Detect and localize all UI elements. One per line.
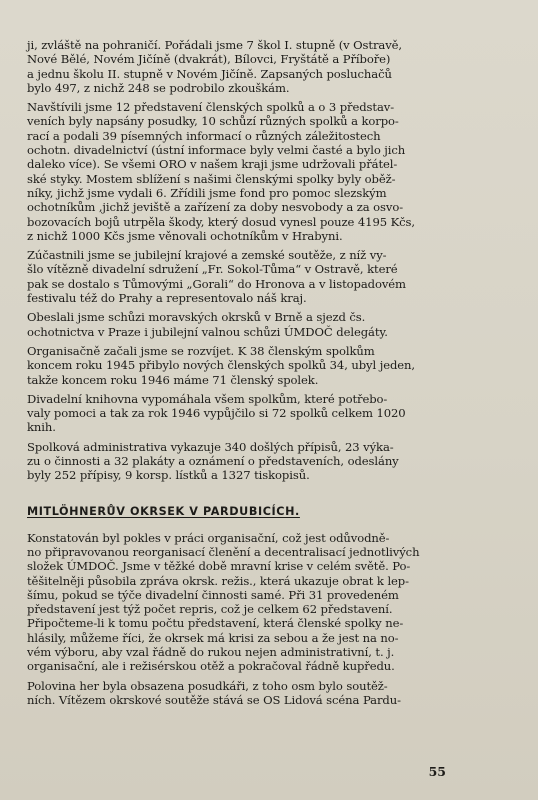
text-line: ji, zvláště na pohraničí. Pořádali jsme 7 škol I. stupně (v Ostravě,	[27, 38, 403, 52]
text-line: bylo 497, z nichž 248 se podrobilo zkouškám.	[27, 80, 290, 95]
text-line: představení jest týž počet repris, což je celkem 62 představení.	[27, 602, 393, 617]
paragraph	[27, 38, 508, 95]
paragraph	[27, 100, 508, 243]
text-line: níky, jichž jsme vydali 6. Zřídili jsme fond pro pomoc slezským	[27, 185, 387, 200]
text-line: daleko více). Se všemi ORO v našem kraji jsme udržovali přátel-	[27, 157, 398, 172]
section-heading: MITLÖHNERŮV OKRSEK V PARDUBICÍCH.	[27, 504, 300, 518]
paragraph	[27, 531, 508, 674]
text-line: a jednu školu II. stupně v Novém Jičíně. Zapsaných posluchačů	[27, 66, 392, 81]
text-line: byly 252 přípisy, 9 korsp. lístků a 1327 tiskopisů.	[27, 468, 310, 483]
text-line: Polovina her byla obsazena posudkáři, z toho osm bylo soutěž-	[27, 678, 388, 693]
text-line: bozovacích bojů utrpěla škody, který dosud vynesl pouze 4195 Kčs,	[27, 214, 415, 229]
text-line: rací a podali 39 písemných informací o různých záležitostech	[27, 128, 381, 143]
text-line: Zúčastnili jsme se jubilejní krajové a zemské soutěže, z níž vy-	[27, 248, 387, 263]
text-line: veních byly napsány posudky, 10 schůzí různých spolků a korpo-	[27, 114, 399, 129]
text-line: ské styky. Mostem sblížení s našimi členskými spolky byly oběž-	[27, 171, 396, 186]
paragraph	[27, 310, 508, 339]
text-line: ochotníkům ,jichž jeviště a zařízení za doby nesvobody a za osvo-	[27, 200, 404, 215]
text-line: těšitelněji působila zpráva okrsk. režis., která ukazuje obrat k lep-	[27, 573, 409, 588]
paragraph	[27, 440, 508, 483]
text-line: Organisačně začali jsme se rozvíjet. K 38 členským spolkům	[27, 343, 375, 358]
text-line: ochotn. divadelnictví (ústní informace byly velmi časté a bylo jich	[27, 143, 406, 158]
text-line: takže koncem roku 1946 máme 71 členský spolek.	[27, 372, 319, 387]
text-line: vém výboru, aby vzal řádně do rukou nejen administrativní, t. j.	[27, 644, 395, 659]
text-line: no připravovanou reorganisací členění a decentralisací jednotlivých	[27, 544, 420, 559]
text-line: hlásily, můžeme říci, že okrsek má krisi za sebou a že jest na no-	[27, 630, 399, 645]
text-line: Nové Bělé, Novém Jičíně (dvakrát), Bílovci, Fryštátě a Příboře)	[27, 52, 391, 67]
paragraph	[27, 679, 508, 708]
text-line: Obeslali jsme schůzi moravských okrsků v Brně a sjezd čs.	[27, 310, 366, 325]
page-number: 55	[428, 764, 446, 779]
text-line: koncem roku 1945 přibylo nových členských spolků 34, ubyl jeden,	[27, 358, 415, 373]
paragraph	[27, 344, 508, 387]
section-report-ostrava	[27, 38, 508, 483]
text-line: složek ÚMDOČ. Jsme v těžké době mravní krise v celém světě. Po-	[27, 559, 411, 574]
text-line: Připočteme-li k tomu počtu představení, která členské spolky ne-	[27, 616, 404, 631]
text-line: šímu, pokud se týče divadelní činnosti samé. Při 31 provedeném	[27, 587, 399, 602]
text-line: Navštívili jsme 12 představení členských spolků a o 3 představ-	[27, 100, 395, 115]
paragraph	[27, 248, 508, 305]
text-line: ních. Vítězem okrskové soutěže stává se OS Lidová scéna Pardu-	[27, 692, 401, 707]
text-line: zu o činnosti a 32 plakáty a oznámení o představeních, odeslány	[27, 454, 399, 469]
section-report-pardubice	[27, 531, 508, 708]
text-line: festivalu též do Prahy a representovalo náš kraj.	[27, 291, 307, 306]
paragraph	[27, 392, 508, 435]
text-line: organisační, ale i režisérskou otěž a pokračoval řádně kupředu.	[27, 659, 395, 674]
text-line: z nichž 1000 Kčs jsme věnovali ochotníkům v Hrabyni.	[27, 228, 343, 243]
text-line: Divadelní knihovna vypomáhala všem spolkům, které potřebo-	[27, 391, 388, 406]
text-line: knih.	[27, 420, 56, 435]
text-line: valy pomoci a tak za rok 1946 vypůjčilo si 72 spolků celkem 1020	[27, 406, 406, 421]
text-line: ochotnictva v Praze i jubilejní valnou schůzi ÚMDOČ delegáty.	[27, 324, 388, 339]
text-line: Konstatován byl pokles v práci organisační, což jest odůvodně-	[27, 530, 390, 545]
text-line: Spolková administrativa vykazuje 340 došlých přípisů, 23 výka-	[27, 439, 394, 454]
text-line: šlo vítězně divadelní sdružení „Fr. Sokol-Tůma“ v Ostravě, které	[27, 262, 398, 277]
text-line: pak se dostalo s Tůmovými „Gorali“ do Hronova a v listopadovém	[27, 276, 406, 291]
